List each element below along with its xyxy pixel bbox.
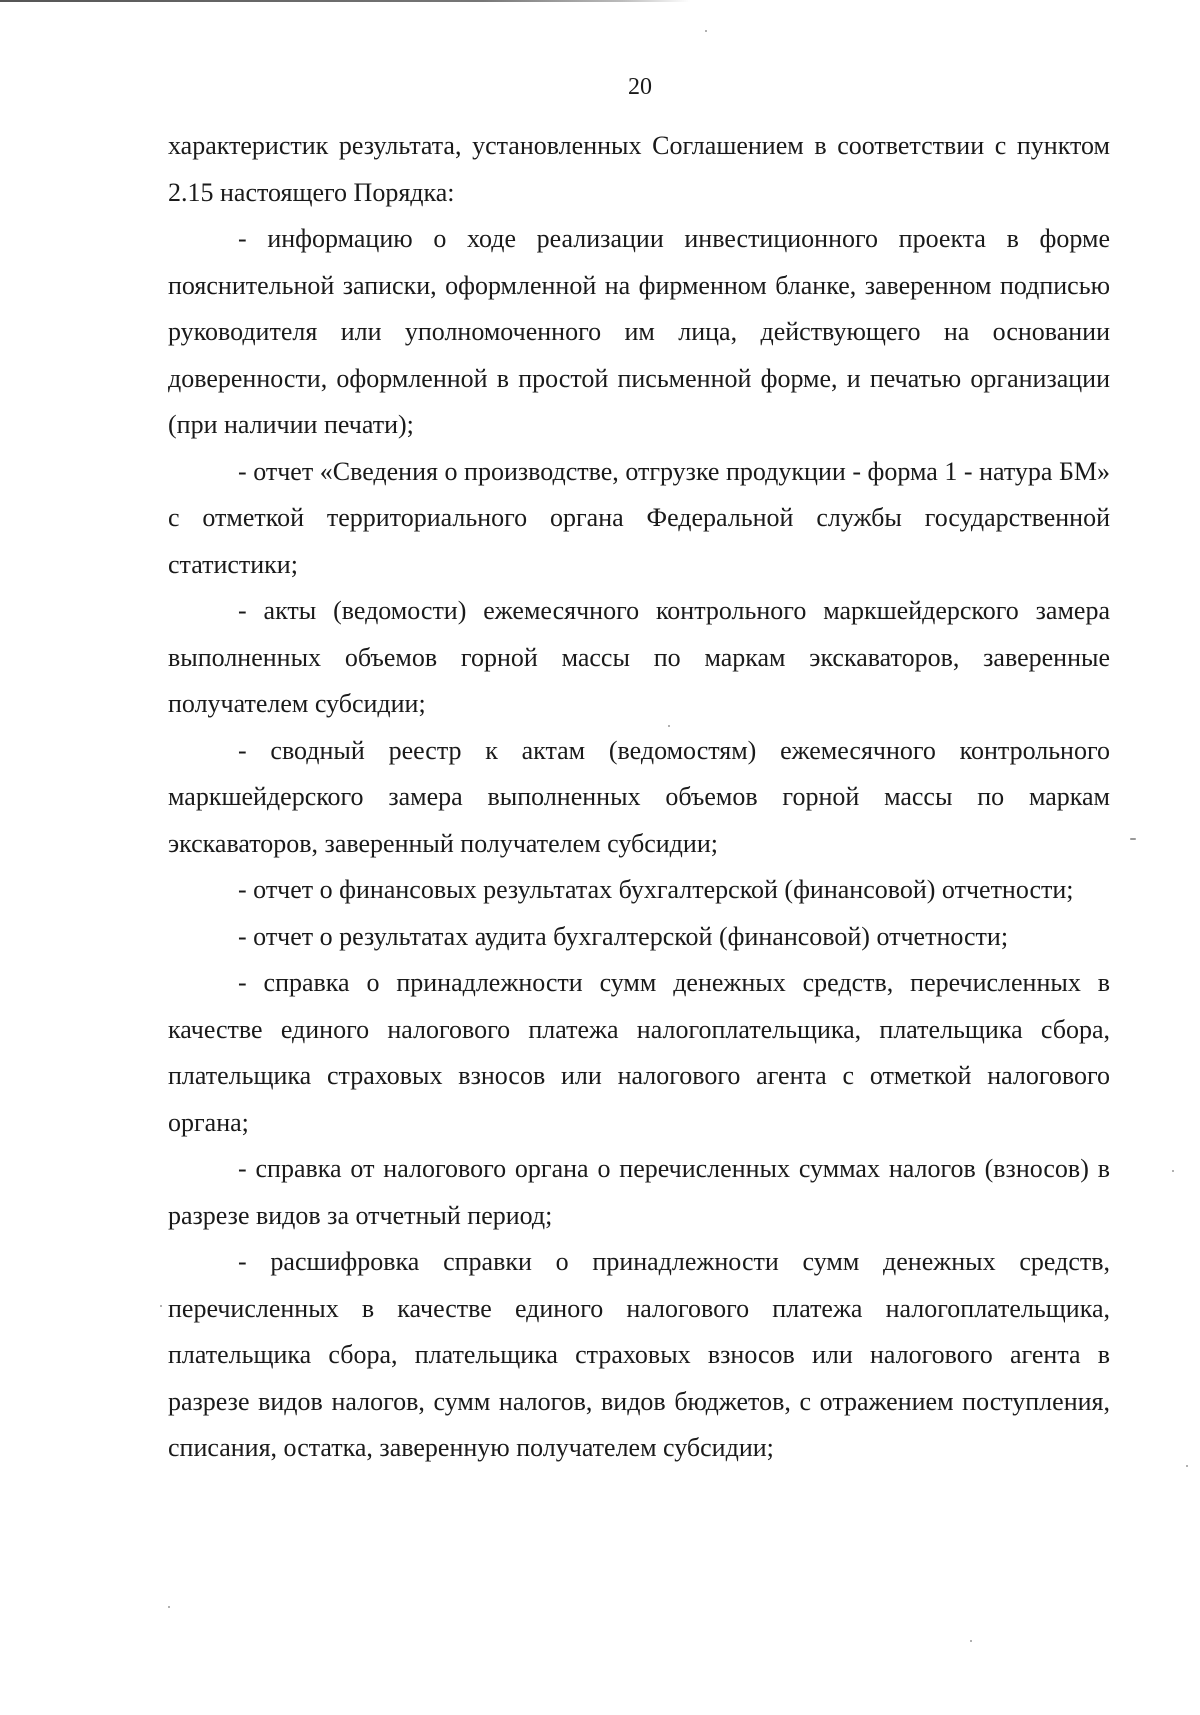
list-item-audit-report: - отчет о результатах аудита бухгалтерской (финансовой) отчетности; [238,921,1009,951]
document-body [168,123,1110,1472]
paragraph-intro-continuation: характеристик результата, установленных Соглашением в соответствии с пунктом 2.15 настоящего Порядка: [168,131,1110,207]
list-item-certificate-breakdown: - расшифровка справки о принадлежности сумм денежных средств, перечисленных в качестве единого налогового платежа налогоплательщика, плательщика сбора, плательщика страховых взносов или налогового агента в разрезе видов налогов, сумм налогов, видов бюджетов, с отражением поступления, списания, остатка, заверенную получателем субсидии; [168,1247,1110,1462]
scan-speck [1130,838,1136,840]
scan-speck [970,1640,972,1642]
scan-speck [668,725,670,727]
list-item-investment-project-info: - информацию о ходе реализации инвестиционного проекта в форме пояснительной записки, оформленной на фирменном бланке, заверенном подписью руководителя или уполномоченного им лица, действующего на основании доверенности, оформленной в простой письменной форме, и печатью организации (при наличии печати); [168,224,1110,439]
scan-speck [705,30,707,32]
scan-speck [168,1606,170,1608]
scan-speck [160,1305,162,1307]
scan-speck [1186,1465,1188,1467]
page-number: 20 [628,74,652,100]
list-item-tax-authority-certificate: - справка от налогового органа о перечисленных суммах налогов (взносов) в разрезе видов за отчетный период; [168,1154,1110,1230]
list-item-production-report: - отчет «Сведения о производстве, отгрузке продукции - форма 1 - натура БМ» с отметкой территориального органа Федеральной службы государственной статистики; [168,456,1110,579]
scan-top-edge [0,0,690,2]
list-item-survey-acts: - акты (ведомости) ежемесячного контрольного маркшейдерского замера выполненных объемов горной массы по маркам экскаваторов, заверенные получателем субсидии; [168,596,1110,718]
list-item-summary-register: - сводный реестр к актам (ведомостям) ежемесячного контрольного маркшейдерского замера выполненных объемов горной массы по маркам экскаваторов, заверенный получателем субсидии; [168,735,1110,858]
scan-speck [1172,1170,1174,1172]
list-item-tax-payment-certificate: - справка о принадлежности сумм денежных средств, перечисленных в качестве единого налогового платежа налогоплательщика, плательщика сбора, плательщика страховых взносов или налогового агента с отметкой налогового органа; [168,968,1110,1137]
list-item-financial-results-report: - отчет о финансовых результатах бухгалтерской (финансовой) отчетности; [238,875,1074,904]
